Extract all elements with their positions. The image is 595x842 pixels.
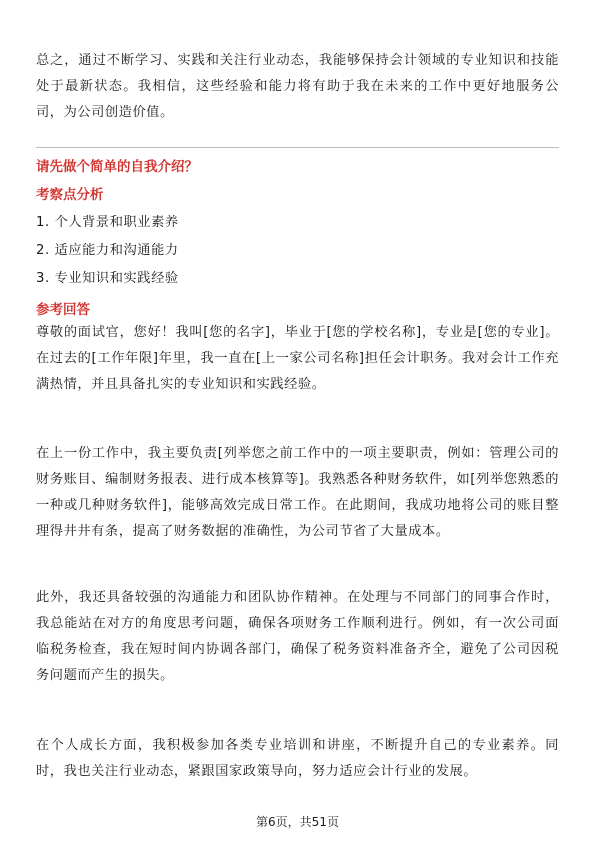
analysis-heading: 考察点分析: [36, 187, 104, 203]
answer-paragraph: 在上一份工作中，我主要负责[列举您之前工作中的一项主要职责，例如：管理公司的财务账目、编制财务报表、进行成本核算等]。我熟悉各种财务软件，如[列举您熟悉的一种或几种财务软件]，能够高效完成日常工作。在此期间，我成功地将公司的账目整理得井井有条，提高了财务数据的准确性，为公司节省了大量成本。: [36, 446, 559, 539]
section-divider: [36, 147, 559, 148]
answer-paragraph: 此外，我还具备较强的沟通能力和团队协作精神。在处理与不同部门的同事合作时，我总能站在对方的角度思考问题，确保各项财务工作顺利进行。例如，有一次公司面临税务检查，我在短时间内协调各部门，确保了税务资料准备齐全，避免了公司因税务问题而产生的损失。: [36, 590, 559, 683]
analysis-item: 3. 专业知识和实践经验: [36, 271, 179, 286]
page-number: 第6页，共51页: [256, 815, 339, 829]
answer-heading: 参考回答: [36, 302, 90, 318]
answer-paragraph: 尊敬的面试官，您好！我叫[您的名字]，毕业于[您的学校名称]，专业是[您的专业]。在过去的[工作年限]年里，我一直在[上一家公司名称]担任会计职务。我对会计工作充满热情，并且具备扎实的专业知识和实践经验。: [36, 325, 559, 392]
analysis-item: 1. 个人背景和职业素养: [36, 215, 179, 230]
analysis-item: 2. 适应能力和沟通能力: [36, 243, 179, 258]
question-title: 请先做个简单的自我介绍？: [36, 159, 198, 175]
answer-paragraph: 在个人成长方面，我积极参加各类专业培训和讲座，不断提升自己的专业素养。同时，我也关注行业动态，紧跟国家政策导向，努力适应会计行业的发展。: [36, 738, 559, 779]
intro-paragraph: 总之，通过不断学习、实践和关注行业动态，我能够保持会计领域的专业知识和技能处于最新状态。我相信，这些经验和能力将有助于我在未来的工作中更好地服务公司，为公司创造价值。: [36, 53, 559, 120]
